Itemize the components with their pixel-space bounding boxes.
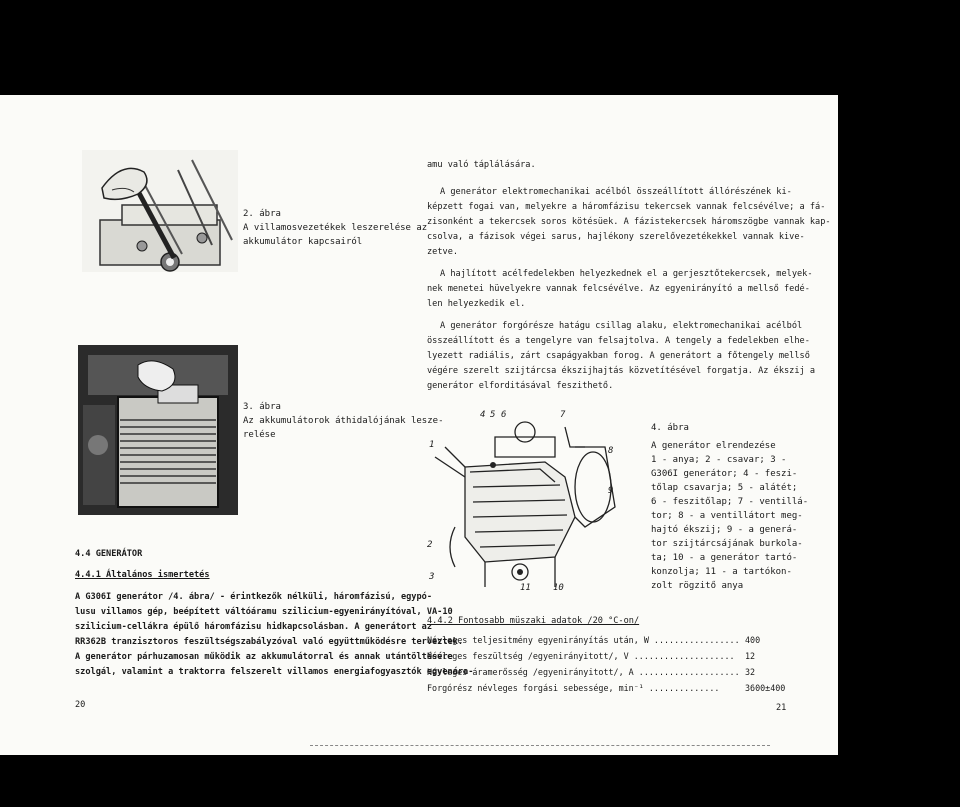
body-line: RR362B tranzisztoros feszültségszabályzóval való együttműködésre terveztek. [75, 637, 464, 647]
figure-4-label: 8 [608, 446, 614, 456]
body-line: A generátor párhuzamosan működik az akkumulátorral és annak utántöltésére [75, 652, 453, 662]
spec-label: Forgórész névleges forgási sebessége, min⁻¹ .............. [427, 683, 720, 693]
right-paragraph-line: képzett fogai van, melyekre a háromfázisu tekercsek vannak felcsévélve; a fá- [427, 202, 826, 212]
figure-3-number: 3. ábra [243, 402, 281, 412]
figure-4-caption-line: tor szijtárcsájának burkola- [651, 539, 803, 549]
figure-2-number: 2. ábra [243, 209, 281, 219]
body-line: szolgál, valamint a traktorra felszerelt villamos energiafogyasztók egyenára- [75, 667, 474, 677]
figure-4-caption-line: hajtó ékszij; 9 - a generá- [651, 525, 798, 535]
figure-3-photo [78, 345, 238, 515]
spec-label: Névleges áramerősség /egyenirányitott/, A .................... [427, 667, 740, 677]
figure-4-caption-line: tőlap csavarja; 5 - alátét; [651, 483, 798, 493]
right-paragraph-line: len helyezkedik el. [427, 299, 526, 309]
spec-label: Névleges teljesitmény egyenirányítás után, W ................. [427, 635, 740, 645]
figure-4-caption-line: G306I generátor; 4 - feszi- [651, 469, 798, 479]
figure-3-caption-line2: relése [243, 430, 276, 440]
figure-4-label: 1 [429, 440, 435, 450]
right-paragraph-line: amu való táplálására. [427, 160, 536, 170]
right-paragraph-line: A generátor elektromechanikai acélból összeállított állórészének ki- [440, 187, 792, 197]
right-paragraph-line: A generátor forgórésze hatágu csillag alaku, elektromechanikai acélból [440, 321, 803, 331]
body-line: A G306I generátor /4. ábra/ - érintkezők nélküli, háromfázisú, egypó- [75, 592, 432, 602]
document-page [0, 95, 838, 755]
figure-4-label: 3 [429, 572, 435, 582]
figure-3-caption-line1: Az akkumulátorok áthidalójának lesze- [243, 416, 444, 426]
figure-2-photo [82, 150, 238, 272]
spec-label: Névleges feszültség /egyenirányitott/, V .................... [427, 651, 735, 661]
specs-title: 4.4.2 Fontosabb müszaki adatok /20 °C-on/ [427, 616, 640, 626]
figure-4-label: 6 [501, 410, 507, 420]
figure-4-caption-line: tor; 8 - a ventillátort meg- [651, 511, 803, 521]
figure-4-caption-line: 6 - feszitőlap; 7 - ventillá- [651, 497, 809, 507]
figure-4-label: 9 [608, 486, 614, 496]
spec-value: 12 [745, 651, 756, 661]
body-line: szilicium-cellákra épülő háromfázisu hidkapcsolásban. A generátort az [75, 622, 432, 632]
figure-4-caption-line: ta; 10 - a generátor tartó- [651, 553, 798, 563]
figure-4-label: 2 [427, 540, 433, 550]
figure-4-caption-line: 1 - anya; 2 - csavar; 3 - [651, 455, 787, 465]
right-paragraph-line: A hajlított acélfedelekben helyezkednek el a gerjesztőtekercsek, melyek- [440, 269, 813, 279]
section-heading: 4.4 GENERÁTOR [75, 549, 143, 559]
spec-value: 400 [745, 635, 761, 645]
right-paragraph-line: végére szerelt szijtárcsa ékszijhajtás közvetítésével forgatja. Az ékszij a [427, 366, 816, 376]
right-paragraph-line: lyezett radiális, zárt csapágyakban forog. A generátort a főtengely mellső [427, 351, 810, 361]
right-paragraph-line: csolva, a fázisok végei sarus, hajlékony szerelővezetékekkel vannak kive- [427, 232, 805, 242]
right-paragraph-line: összeállított és a tengelyre van felsajtolva. A tengely a fedelekben elhe- [427, 336, 810, 346]
figure-2-caption-line1: A villamosvezetékek leszerelése az [243, 223, 428, 233]
scan-black-border [838, 95, 960, 807]
figure-4-drawing [425, 407, 625, 592]
page-bottom-rule [310, 745, 770, 746]
figure-4-label: 5 [490, 410, 496, 420]
right-paragraph-line: zisonként a tekercsek soros kötésüek. A fázistekercsek háromszögbe vannak kap- [427, 217, 831, 227]
figure-2-caption-line2: akkumulátor kapcsairól [243, 237, 363, 247]
subsection-heading: 4.4.1 Általános ismertetés [75, 570, 210, 580]
figure-4-caption-line: zolt rögzitő anya [651, 581, 744, 591]
figure-4-label: 11 [520, 583, 531, 592]
page-number-left: 20 [75, 700, 86, 710]
spec-value: 32 [745, 667, 756, 677]
figure-4-label: 10 [553, 583, 564, 592]
page-number-right: 21 [776, 703, 787, 713]
figure-4-label: 4 [480, 410, 486, 420]
figure-4-label: 7 [560, 410, 566, 420]
body-line: lusu villamos gép, beépített váltóáramu szilicium-egyenirányítóval, VA-10 [75, 607, 453, 617]
figure-4-caption-line: A generátor elrendezése [651, 441, 776, 451]
right-paragraph-line: nek menetei hüvelyekre vannak felcsévélve. Az egyenirányító a mellső fedé- [427, 284, 810, 294]
figure-4-caption-line: konzolja; 11 - a tartókon- [651, 567, 792, 577]
figure-4-number: 4. ábra [651, 423, 689, 433]
right-paragraph-line: generátor elforditásával feszithető. [427, 381, 614, 391]
right-paragraph-line: zetve. [427, 247, 459, 257]
spec-value: 3600±400 [745, 683, 786, 693]
